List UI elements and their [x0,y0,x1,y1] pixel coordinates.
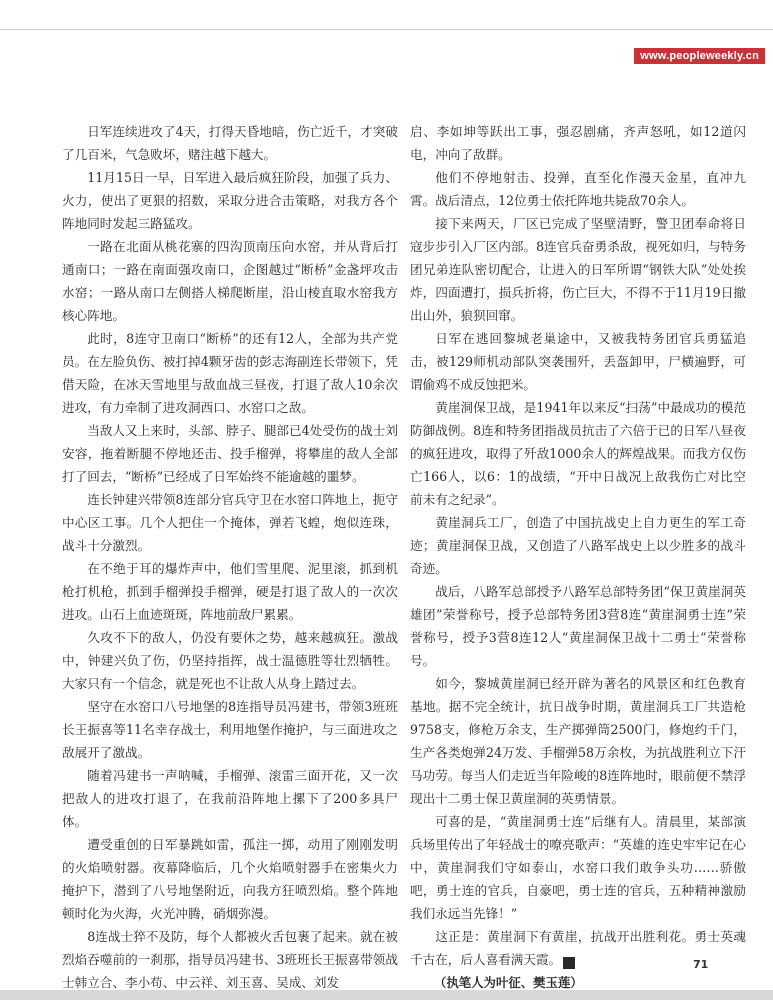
paragraph [62,557,398,626]
paragraph-text: 连长钟建兴带领8连部分官兵守卫在水窑口阵地上，扼守中心区工事。几个人把住一个掩体，弹若飞蝗，炮似连珠，战斗十分激烈。 [62,492,398,553]
paragraph [410,810,746,925]
paragraph-text: 当敌人又上来时，头部、脖子、腿部已4处受伤的战士刘安容，拖着断腿不停地还击、投手榴弹，将攀崖的敌人全部打了回去，“断桥”已经成了日军始终不能逾越的噩梦。 [62,423,398,484]
paragraph [62,833,398,925]
paragraph [410,327,746,396]
paragraph [62,925,398,994]
page-number: 71 [693,958,709,971]
paragraph [62,419,398,488]
paragraph-text: 战后，八路军总部授予八路军总部特务团“保卫黄崖洞英雄团”荣誉称号，授予总部特务团3营8连“黄崖洞勇士连”荣誉称号，授予3营8连12人“黄崖洞保卫战十二勇士”荣誉称号。 [410,584,746,668]
paragraph-text: 久攻不下的敌人，仍没有要休之势，越来越疯狂。激战中，钟建兴负了伤，仍坚持指挥，战士温德胜等壮烈牺牲。大家只有一个信念，就是死也不让敌人从身上踏过去。 [62,630,398,691]
paragraph [62,764,398,833]
bottom-band [0,990,773,1000]
paragraph [62,166,398,235]
paragraph [62,235,398,327]
paragraph-text: 8连战士猝不及防，每个人都被火舌包裹了起来。就在被烈焰吞噬前的一刹那，指导员冯建书、3班班长王振喜带领战士韩立合、李小苟、中云祥、刘玉喜、吴成、刘发 [62,929,398,990]
paragraph-text: 在不绝于耳的爆炸声中，他们雪里爬、泥里滚，抓到机枪打机枪，抓到手榴弹投手榴弹，硬是打退了敌人的一次次进攻。山石上血迹斑斑，阵地前敌尸累累。 [62,561,398,622]
paragraph-text: 这正是：黄崖洞下有黄崖，抗战开出胜利花。勇士英魂千古在，后人喜看满天霞。 [410,929,746,967]
paragraph-text: 随着冯建书一声呐喊，手榴弹、滚雷三面开花，又一次把敌人的进攻打退了，在我前沿阵地上摞下了200多具尸体。 [62,768,398,829]
paragraph-text: 他们不停地射击、投弹，直至化作漫天金星，直冲九霄。战后清点，12位勇士依托阵地共毙敌70余人。 [410,170,746,208]
paragraph [62,626,398,695]
paragraph [62,695,398,764]
article-column-right [410,120,746,994]
paragraph-text: 坚守在水窑口八号地堡的8连指导员冯建书，带领3班班长王振喜等11名幸存战士，利用地堡作掩护，与三面进攻之敌展开了激战。 [62,699,398,760]
paragraph [410,580,746,672]
byline: （执笔人为叶征、樊玉莲） [434,975,583,990]
article-column-left [62,120,398,994]
paragraph-text: 日军在逃回黎城老巢途中，又被我特务团官兵勇猛追击，被129师机动部队突袭围歼，丢盔卸甲，尸横遍野，可谓偷鸡不成反蚀把米。 [410,331,746,392]
paragraph-text: 接下来两天，厂区已完成了坚壁清野，警卫团奉命将日寇步步引入厂区内部。8连官兵奋勇杀敌，视死如归，与特务团兄弟连队密切配合，让进入的日军所谓“钢铁大队”处处挨炸，四面遭打，损兵折将，伤亡巨大，不得不于11月19日撤出山外，狼狈回窜。 [410,216,746,323]
paragraph [410,120,746,166]
paragraph [410,511,746,580]
paragraph [62,120,398,166]
paragraph-text: 11月15日一早，日军进入最后疯狂阶段，加强了兵力、火力，使出了更狠的招数，采取分进合击策略，对我方各个阵地同时发起三路猛攻。 [62,170,398,231]
paragraph [410,166,746,212]
paragraph [410,396,746,511]
paragraph [410,672,746,810]
paragraph-text: 此时，8连守卫南口“断桥”的还有12人，全部为共产党员。在左脸负伤、被打掉4颗牙齿的彭志海副连长带领下，凭借天险，在冰天雪地里与敌血战三昼夜，打退了敌人10余次进攻，有力牵制了进攻洞西口、水窑口之敌。 [62,331,398,415]
paragraph-text: 黄崖洞保卫战，是1941年以来反“扫荡”中最成功的模范防御战例。8连和特务团指战员抗击了六倍于已的日军八昼夜的疯狂进攻，取得了歼敌1000余人的辉煌战果。而我方仅伤亡166人，以6：1的战绩，“开中日战况上敌我伤亡对比空前未有之纪录”。 [410,400,746,507]
paragraph-text: 启、李如坤等跃出工事，强忍剧痛，齐声怒吼，如12道闪电，冲向了敌群。 [410,124,746,162]
top-rule [0,29,773,30]
paragraph [62,327,398,419]
paragraph [410,212,746,327]
paragraph-text: 遭受重创的日军暴跳如雷，孤注一掷，动用了刚刚发明的火焰喷射器。夜幕降临后，几个火焰喷射器手在密集火力掩护下，潜到了八号地堡附近，向我方狂喷烈焰。整个阵地顿时化为火海，火光冲腾，硝烟弥漫。 [62,837,398,921]
paragraph-text: 如今，黎城黄崖洞已经开辟为著名的风景区和红色教育基地。据不完全统计，抗日战争时期，黄崖洞兵工厂共造枪9758支，修枪万余支，生产掷弹筒2500门，修炮约千门，生产各类炮弹24万发、手榴弹58万余枚，为抗战胜利立下汗马功劳。每当人们走近当年险峻的8连阵地时，眼前便不禁浮现出十二勇士保卫黄崖洞的英勇情景。 [410,676,746,806]
paragraph-text: 一路在北面从桃花寨的四沟顶南压向水窑，并从背后打通南口；一路在南面强攻南口，企图越过“断桥”金盏坪攻击水窑；一路从南口左侧搭人梯爬断崖，沿山棱直取水窑我方核心阵地。 [62,239,398,323]
site-url-badge[interactable]: www.peopleweekly.cn [634,48,765,64]
paragraph-text: 可喜的是，“黄崖洞勇士连”后继有人。清晨里，某部演兵场里传出了年轻战士的嘹亮歌声：“英雄的连史牢牢记在心中，黄崖洞我们守如泰山，水窑口我们敢争头功……骄傲吧，勇士连的官兵，自豪吧，勇士连的官兵，五种精神激励我们永远当先锋！” [410,814,746,921]
end-mark-icon: K [563,957,575,969]
paragraph-text: 黄崖洞兵工厂，创造了中国抗战史上自力更生的军工奇迹；黄崖洞保卫战，又创造了八路军战史上以少胜多的战斗奇迹。 [410,515,746,576]
paragraph-text: 日军连续进攻了4天，打得天昏地暗，伤亡近千，才突破了几百米，气急败坏，赌注越下越大。 [62,124,398,162]
paragraph [62,488,398,557]
